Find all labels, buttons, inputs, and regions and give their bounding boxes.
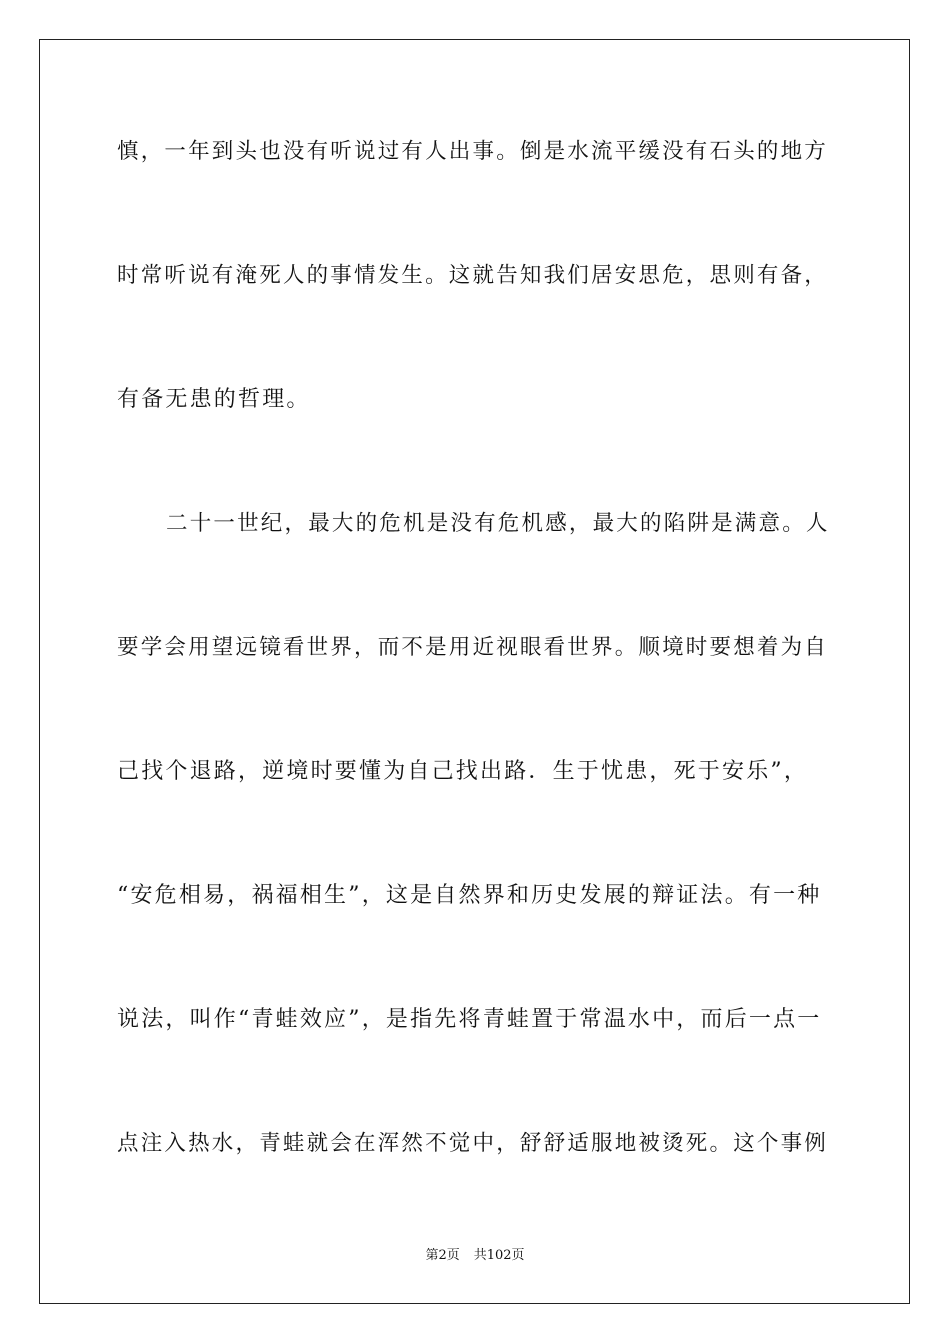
text-line-7: “安危相易，祸福相生”，这是自然界和历史发展的辩证法。有一种: [117, 883, 822, 908]
text-line-2: 时常听说有淹死人的事情发生。这就告知我们居安思危，思则有备，: [117, 263, 829, 288]
text-line-6: 己找个退路，逆境时要懂为自己找出路．生于忧患，死于安乐”，: [117, 759, 809, 784]
page-footer: [0, 1248, 950, 1264]
page-total: 共102页: [473, 1248, 525, 1263]
page-number: 第2页: [425, 1248, 460, 1263]
text-line-3: 有备无患的哲理。: [117, 387, 311, 412]
text-line-4: 二十一世纪，最大的危机是没有危机感，最大的陷阱是满意。人: [166, 511, 830, 536]
page-border: [39, 39, 910, 1304]
text-line-1: 慎，一年到头也没有听说过有人出事。倒是水流平缓没有石头的地方: [117, 139, 829, 164]
text-line-8: 说法，叫作“青蛙效应”，是指先将青蛙置于常温水中，而后一点一: [117, 1007, 822, 1032]
text-line-9: 点注入热水，青蛙就会在浑然不觉中，舒舒适服地被烫死。这个事例: [117, 1131, 829, 1156]
text-line-5: 要学会用望远镜看世界，而不是用近视眼看世界。顺境时要想着为自: [117, 635, 829, 660]
